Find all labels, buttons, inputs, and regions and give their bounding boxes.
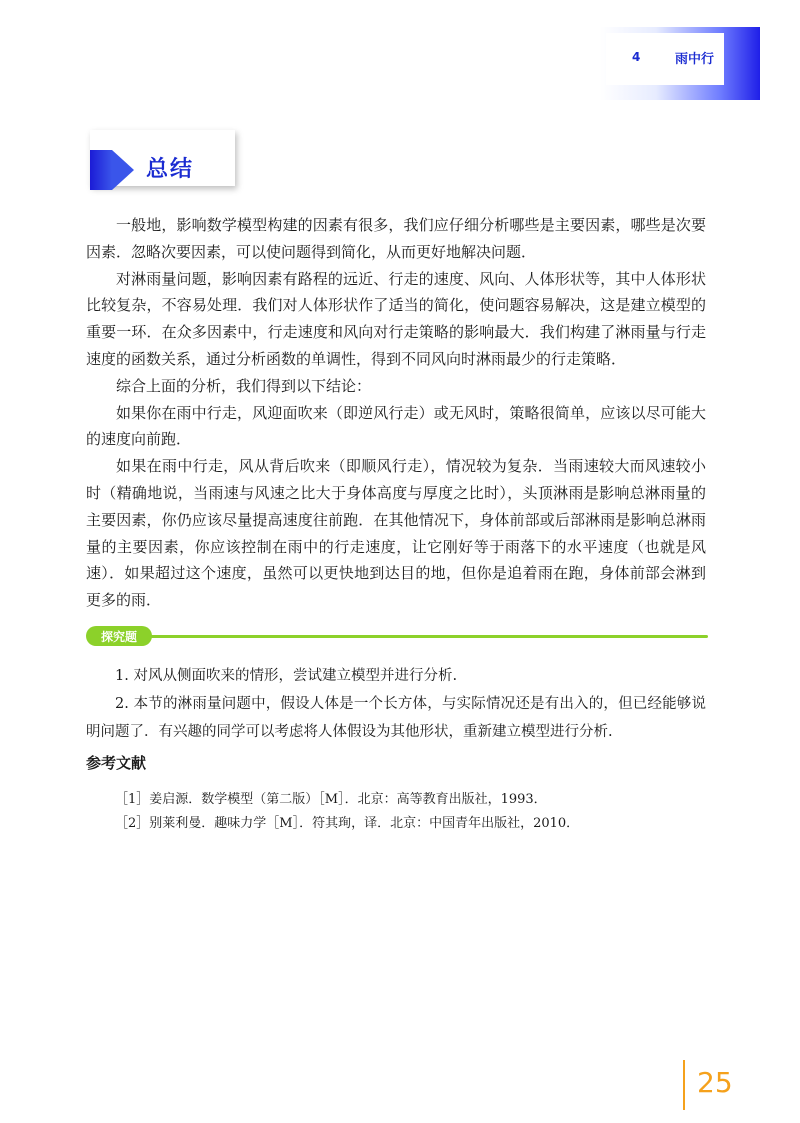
exploration-heading-bar: [86, 626, 708, 646]
chapter-title: 雨中行: [675, 52, 715, 67]
summary-body: [86, 212, 706, 614]
summary-paragraph: 综合上面的分析，我们得到以下结论：: [116, 376, 372, 395]
exploration-item: 2. 本节的淋雨量问题中，假设人体是一个长方体，与实际情况还是有出入的，但已经能够说明问题了．有兴趣的同学可以考虑将人体假设为其他形状，重新建立模型进行分析.: [86, 696, 706, 740]
page-number: 25: [697, 1066, 733, 1099]
summary-arrow-icon: [90, 150, 112, 190]
chapter-number: 4: [632, 50, 641, 64]
references-title: 参考文献: [86, 754, 147, 772]
summary-arrow-tip-icon: [112, 150, 134, 190]
reference-item: ［2］别莱利曼．趣味力学［M］．符其珣，译．北京：中国青年出版社，2010．: [115, 816, 580, 831]
reference-item: ［1］姜启源．数学模型（第二版）［M］．北京：高等教育出版社，1993．: [115, 792, 547, 807]
references-list: [115, 788, 715, 836]
summary-paragraph: 如果你在雨中行走，风迎面吹来（即逆风行走）或无风时，策略很简单，应该以尽可能大的速度向前跑．: [86, 403, 706, 449]
exploration-title: 探究题: [100, 630, 137, 644]
exploration-list: [86, 662, 706, 746]
exploration-divider: [148, 635, 708, 638]
summary-paragraph: 如果在雨中行走，风从背后吹来（即顺风行走），情况较为复杂．当雨速较大而风速较小时（精确地说，当雨速与风速之比大于身体高度与厚度之比时），头顶淋雨是影响总淋雨量的主要因素，你仍应该尽量提高速度往前跑．在其他情况下，身体前部或后部淋雨是影响总淋雨量的主要因素，你应该控制在雨中的行走速度，让它刚好等于雨落下的水平速度（也就是风速）．如果超过这个速度，虽然可以更快地到达目的地，但你是追着雨在跑，身体前部会淋到更多的雨．: [86, 457, 706, 610]
summary-paragraph: 一般地，影响数学模型构建的因素有很多，我们应仔细分析哪些是主要因素，哪些是次要因素．忽略次要因素，可以使问题得到简化，从而更好地解决问题．: [86, 216, 706, 261]
summary-title: 总结: [146, 157, 195, 182]
exploration-item: 1. 对风从侧面吹来的情形，尝试建立模型并进行分析.: [115, 668, 458, 684]
page-number-rule: [683, 1060, 685, 1110]
summary-paragraph: 对淋雨量问题，影响因素有路程的远近、行走的速度、风向、人体形状等，其中人体形状比较复杂，不容易处理．我们对人体形状作了适当的简化，使问题容易解决，这是建立模型的重要一环．在众多因素中，行走速度和风向对行走策略的影响最大．我们构建了淋雨量与行走速度的函数关系，通过分析函数的单调性，得到不同风向时淋雨最少的行走策略．: [86, 269, 706, 368]
